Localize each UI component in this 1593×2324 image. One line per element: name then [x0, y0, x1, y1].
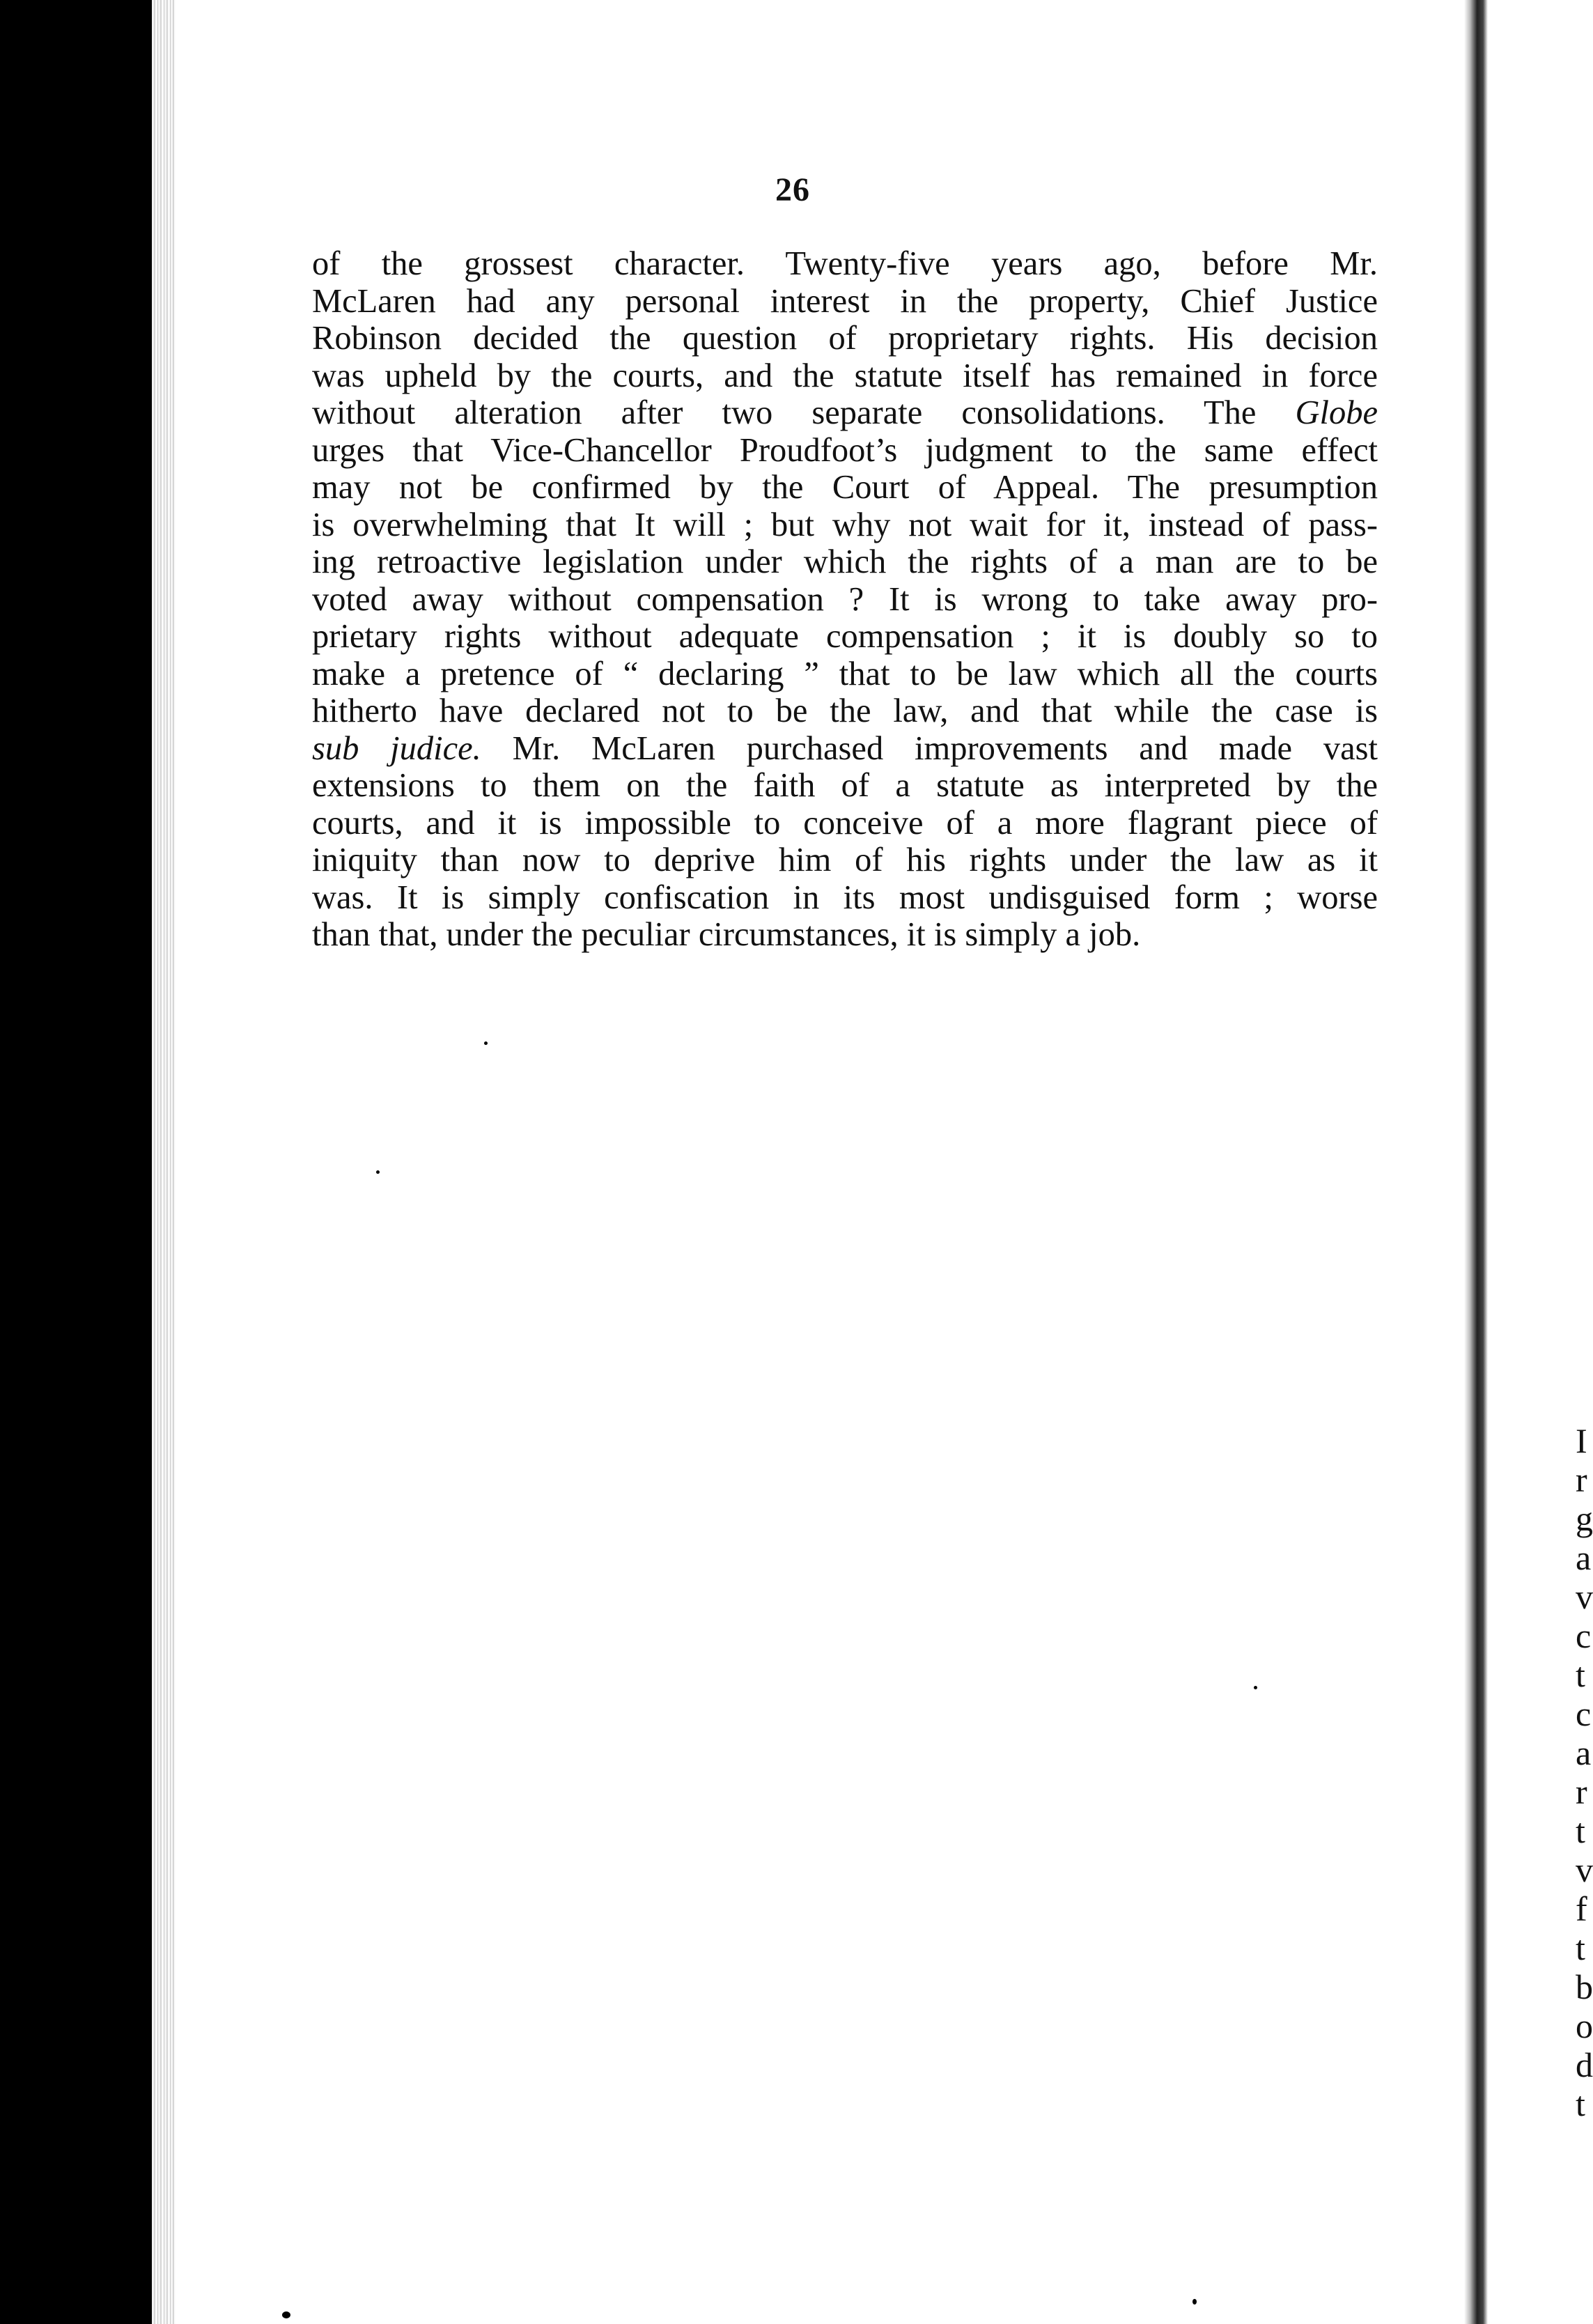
text-line: prietary rights without adequate compensation ; it is doubly so to [312, 618, 1378, 655]
text-line: of the grossest character. Twenty-five years ago, before Mr. [312, 245, 1378, 282]
facing-page-line-starts: I r g a v c t c a r t v f t b o d t [1576, 1421, 1593, 2123]
book-spine [1464, 0, 1488, 2324]
text-line: McLaren had any personal interest in the property, Chief Justice [312, 282, 1378, 320]
text-line: courts, and it is impossible to conceive of a more flagrant piece of [312, 804, 1378, 842]
text-line: without alteration after two separate consolidations. The Globe [312, 394, 1378, 431]
text-line: sub judice. Mr. McLaren purchased improvements and made vast [312, 729, 1378, 767]
italic-term: sub judice. [312, 729, 481, 767]
page-number: 26 [775, 171, 810, 208]
text-line: make a pretence of “ declaring ” that to be law which all the courts [312, 655, 1378, 692]
text-line: voted away without compensation ? It is wrong to take away pro- [312, 580, 1378, 618]
text-line: hitherto have declared not to be the law, and that while the case is [312, 692, 1378, 729]
text-line: is overwhelming that It will ; but why not wait for it, instead of pass- [312, 506, 1378, 543]
text-line: ing retroactive legislation under which the rights of a man are to be [312, 543, 1378, 580]
text-line: extensions to them on the faith of a statute as interpreted by the [312, 767, 1378, 804]
text-line: urges that Vice-Chancellor Proudfoot’s judgment to the same effect [312, 431, 1378, 469]
italic-term: Globe [1295, 394, 1378, 431]
text-line: was upheld by the courts, and the statute itself has remained in force [312, 357, 1378, 394]
text-line: may not be confirmed by the Court of Appeal. The presumption [312, 469, 1378, 506]
body-paragraph [312, 245, 1378, 954]
text-line: was. It is simply confiscation in its most undisguised form ; worse [312, 878, 1378, 916]
text-line: Robinson decided the question of proprietary rights. His decision [312, 320, 1378, 357]
page-stack-edge [152, 0, 176, 2324]
text-line: than that, under the peculiar circumstances, it is simply a job. [312, 916, 1141, 953]
facing-page [1488, 0, 1593, 2324]
text-line: iniquity than now to deprive him of his rights under the law as it [312, 842, 1378, 878]
left-scan-border [0, 0, 176, 2324]
